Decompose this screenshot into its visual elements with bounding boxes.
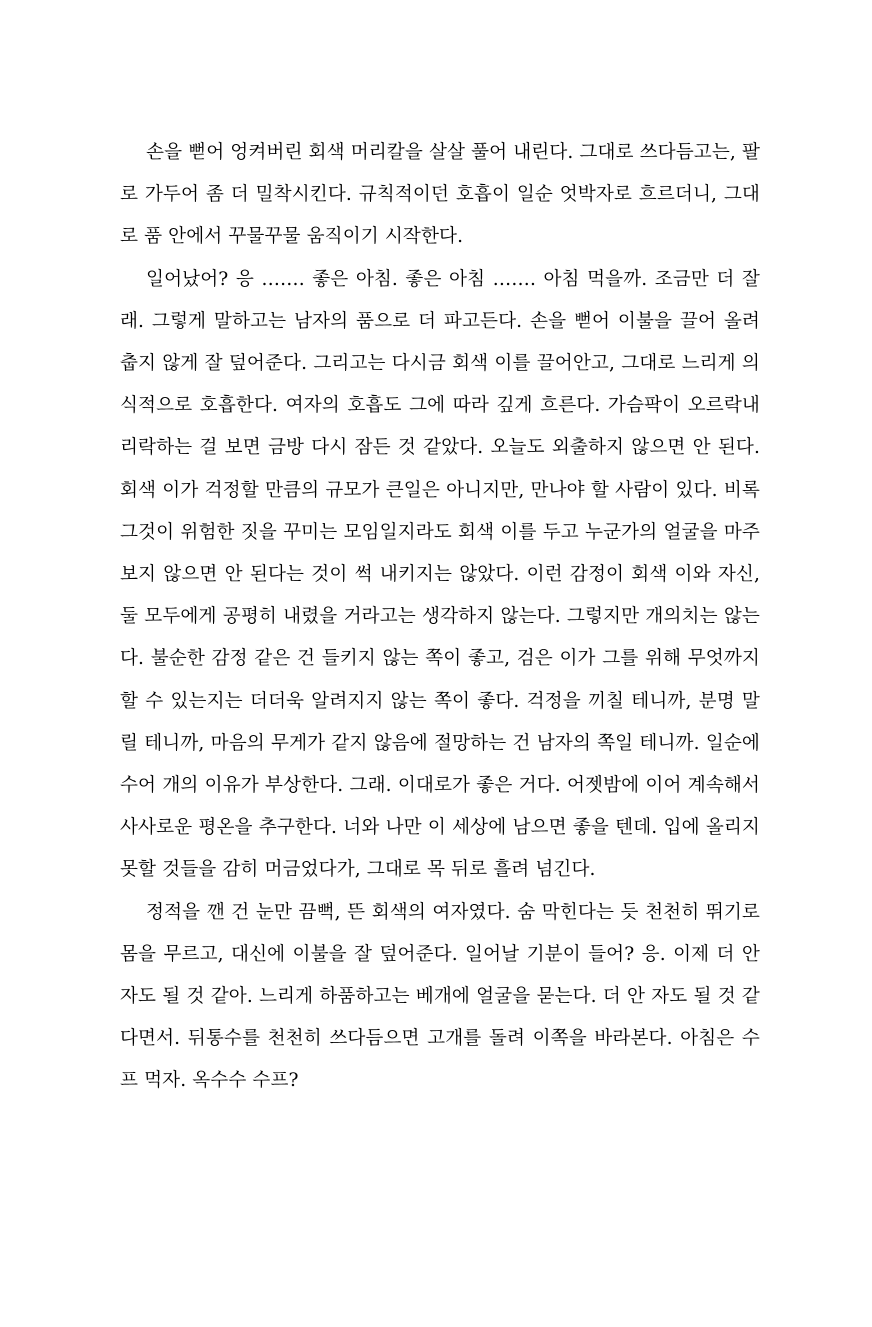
document-body [120,132,760,1103]
paragraph: 정적을 깬 건 눈만 끔뻑, 뜬 회색의 여자였다. 숨 막힌다는 듯 천천히 뛰기로 몸을 무르고, 대신에 이불을 잘 덮어준다. 일어날 기분이 들어? 응. 이제 더 안 자도 될 것 같아. 느리게 하품하고는 베개에 얼굴을 묻는다. 더 안 자도 될 것 같다면서. 뒤통수를 천천히 쓰다듬으면 고개를 돌려 이쪽을 바라본다. 아침은 수프 먹자. 옥수수 수프? [120,901,760,1092]
paragraph: 일어났어? 응 ……. 좋은 아침. 좋은 아침 ……. 아침 먹을까. 조금만 더 잘래. 그렇게 말하고는 남자의 품으로 더 파고든다. 손을 뻗어 이불을 끌어 올려 춥지 않게 잘 덮어준다. 그리고는 다시금 회색 이를 끌어안고, 그대로 느리게 의식적으로 호흡한다. 여자의 호흡도 그에 따라 깊게 흐른다. 가슴팍이 오르락내리락하는 걸 보면 금방 다시 잠든 것 같았다. 오늘도 외출하지 않으면 안 된다. 회색 이가 걱정할 만큼의 규모가 큰일은 아니지만, 만나야 할 사람이 있다. 비록 그것이 위험한 짓을 꾸미는 모임일지라도 회색 이를 두고 누군가의 얼굴을 마주 보지 않으면 안 된다는 것이 썩 내키지는 않았다. 이런 감정이 회색 이와 자신, 둘 모두에게 공평히 내렸을 거라고는 생각하지 않는다. 그렇지만 개의치는 않는다. 불순한 감정 같은 건 들키지 않는 쪽이 좋고, 검은 이가 그를 위해 무엇까지 할 수 있는지는 더더욱 알려지지 않는 쪽이 좋다. 걱정을 끼칠 테니까, 분명 말릴 테니까, 마음의 무게가 같지 않음에 절망하는 건 남자의 쪽일 테니까. 일순에 수어 개의 이유가 부상한다. 그래. 이대로가 좋은 거다. 어젯밤에 이어 계속해서 사사로운 평온을 추구한다. 너와 나만 이 세상에 남으면 좋을 텐데. 입에 올리지 못할 것들을 감히 머금었다가, 그대로 목 뒤로 흘려 넘긴다. [120,268,760,881]
paragraph: 손을 뻗어 엉켜버린 회색 머리칼을 살살 풀어 내린다. 그대로 쓰다듬고는, 팔로 가두어 좀 더 밀착시킨다. 규칙적이던 호흡이 일순 엇박자로 흐르더니, 그대로 품 안에서 꾸물꾸물 움직이기 시작한다. [120,142,761,248]
